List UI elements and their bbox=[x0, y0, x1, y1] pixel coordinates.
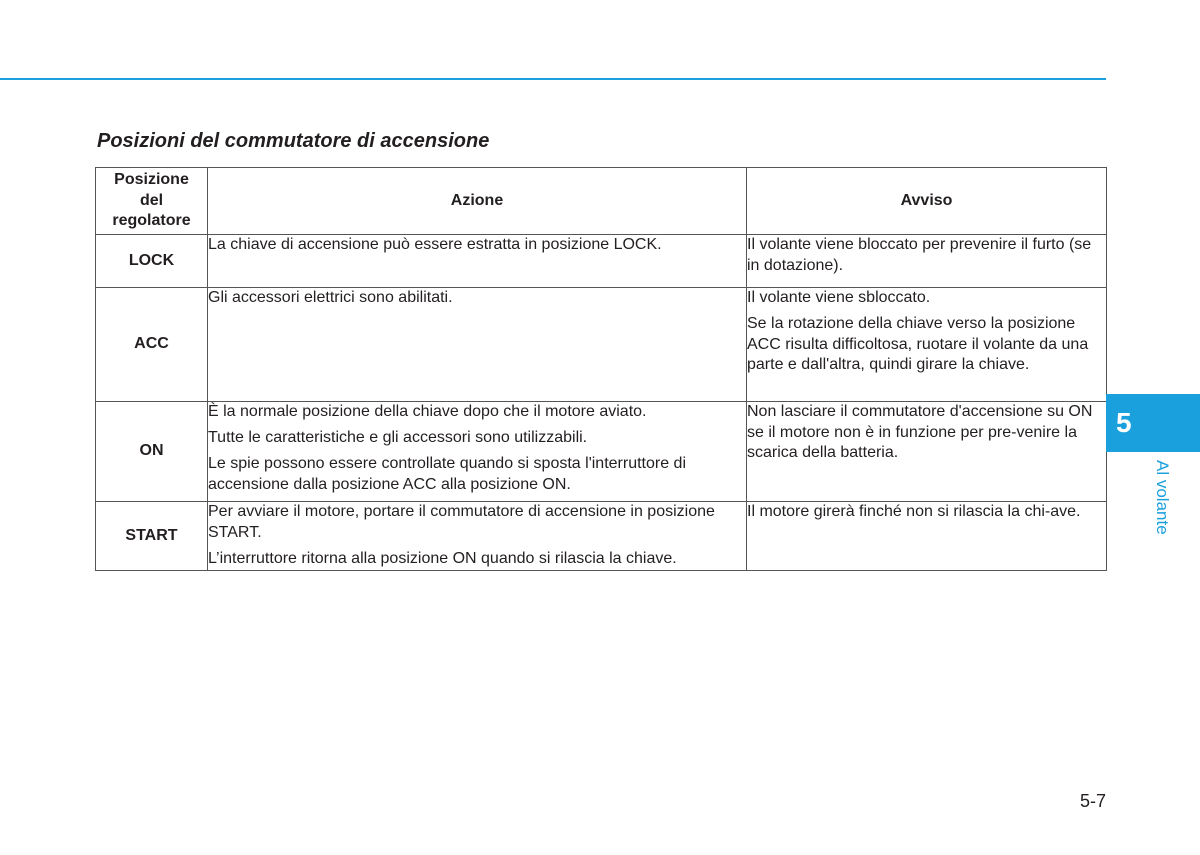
table-row-lock bbox=[96, 235, 1107, 288]
warning-text: Il volante viene sbloccato. bbox=[747, 289, 931, 306]
ignition-positions-table bbox=[95, 167, 1107, 571]
warning-text: Il motore girerà finché non si rilascia la chi-ave. bbox=[747, 503, 1081, 520]
header-warning: Avviso bbox=[747, 168, 1107, 235]
page-number: 5-7 bbox=[1080, 791, 1107, 811]
section-title: Posizioni del commutatore di accensione bbox=[97, 130, 490, 152]
chapter-label: Al volante bbox=[1153, 460, 1172, 535]
action-text: Tutte le caratteristiche e gli accessori sono utilizzabili. bbox=[208, 429, 588, 446]
warning-text: Se la rotazione della chiave verso la posizione ACC risulta difficoltosa, ruotare il volante da una parte e dall'altra, quindi girare la chiave. bbox=[747, 315, 1089, 373]
warning-cell bbox=[747, 288, 1107, 402]
action-cell bbox=[208, 235, 747, 288]
warning-text: Il volante viene bloccato per prevenire il furto (se in dotazione). bbox=[747, 236, 1092, 274]
table-row-acc bbox=[96, 288, 1107, 402]
action-text: Gli accessori elettrici sono abilitati. bbox=[208, 289, 453, 306]
position-cell: ON bbox=[96, 402, 208, 502]
chapter-number: 5 bbox=[1116, 407, 1132, 438]
warning-cell bbox=[747, 502, 1107, 571]
action-text: È la normale posizione della chiave dopo che il motore aviato. bbox=[208, 403, 647, 420]
action-text: L’interruttore ritorna alla posizione ON quando si rilascia la chiave. bbox=[208, 549, 677, 567]
table-header-row bbox=[96, 168, 1107, 235]
header-rule bbox=[0, 78, 1106, 80]
action-cell bbox=[208, 402, 747, 502]
chapter-tab bbox=[1106, 394, 1200, 452]
warning-cell bbox=[747, 235, 1107, 288]
position-cell: START bbox=[96, 502, 208, 571]
warning-text: Non lasciare il commutatore d'accensione su ON se il motore non è in funzione per pre-venire la scarica della batteria. bbox=[747, 403, 1093, 461]
action-cell bbox=[208, 288, 747, 402]
warning-cell bbox=[747, 402, 1107, 502]
header-position: Posizione del regolatore bbox=[96, 168, 208, 235]
position-cell: ACC bbox=[96, 288, 208, 402]
action-text: La chiave di accensione può essere estratta in posizione LOCK. bbox=[208, 236, 662, 253]
action-text: Per avviare il motore, portare il commutatore di accensione in posizione START. bbox=[208, 503, 715, 541]
action-text: Le spie possono essere controllate quando si sposta l'interruttore di accensione dalla posizione ACC alla posizione ON. bbox=[208, 455, 687, 493]
table-row-start bbox=[96, 502, 1107, 571]
header-action: Azione bbox=[208, 168, 747, 235]
table-row-on bbox=[96, 402, 1107, 502]
action-cell bbox=[208, 502, 747, 571]
position-cell: LOCK bbox=[96, 235, 208, 288]
